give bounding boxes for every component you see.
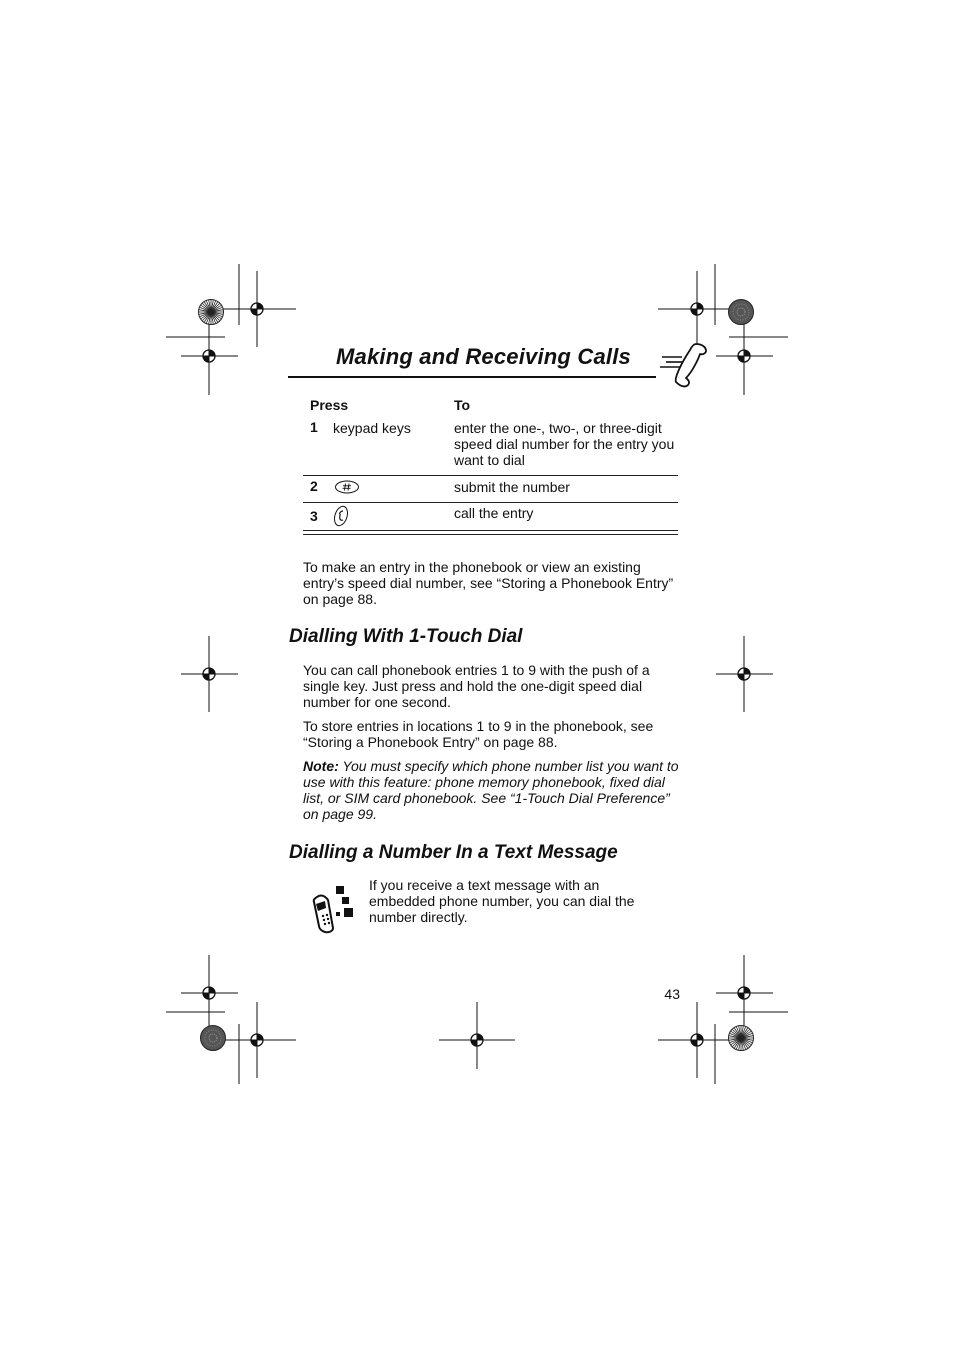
phone-handset-icon — [656, 340, 712, 390]
body-paragraph: If you receive a text message with an embedded phone number, you can dial the number directly. — [369, 877, 635, 925]
to-cell: call the entry — [454, 505, 534, 521]
note-label: Note: — [303, 758, 339, 774]
send-key-icon — [333, 504, 349, 528]
step-number: 2 — [310, 478, 318, 494]
step-number: 1 — [310, 419, 318, 435]
title-rule — [288, 376, 656, 378]
table-bottom-rule — [303, 530, 678, 531]
body-paragraph: To store entries in locations 1 to 9 in the phonebook, see “Storing a Phonebook Entry” on page 88. — [303, 718, 654, 750]
page-title: Making and Receiving Calls — [336, 344, 631, 369]
hash-key-icon — [334, 480, 360, 494]
page-number: 43 — [664, 986, 680, 1002]
press-cell: keypad keys — [333, 420, 411, 436]
note-paragraph — [303, 758, 681, 822]
to-cell: enter the one-, two-, or three-digit speed dial number for the entry you want to dial — [454, 420, 675, 468]
network-feature-icon — [311, 884, 355, 934]
intro-paragraph: To make an entry in the phonebook or view an existing entry’s speed dial number, see “Storing a Phonebook Entry” on page 88. — [303, 559, 674, 607]
table-header-to: To — [454, 397, 471, 413]
table-divider — [303, 502, 678, 503]
table-header-press: Press — [310, 397, 349, 413]
note-text: You must specify which phone number list you want to use with this feature: phone memory phonebook, fixed dial list, or SIM card phonebook. See “1-Touch Dial Preference” on page 99. — [303, 758, 679, 822]
section-heading: Dialling With 1-Touch Dial — [289, 626, 523, 647]
body-paragraph: You can call phonebook entries 1 to 9 with the push of a single key. Just press and hold the one-digit speed dial number for one second. — [303, 662, 650, 710]
section-heading: Dialling a Number In a Text Message — [289, 842, 618, 863]
step-number: 3 — [310, 508, 318, 524]
table-bottom-rule — [303, 534, 678, 535]
to-cell: submit the number — [454, 479, 570, 495]
table-divider — [303, 475, 678, 476]
